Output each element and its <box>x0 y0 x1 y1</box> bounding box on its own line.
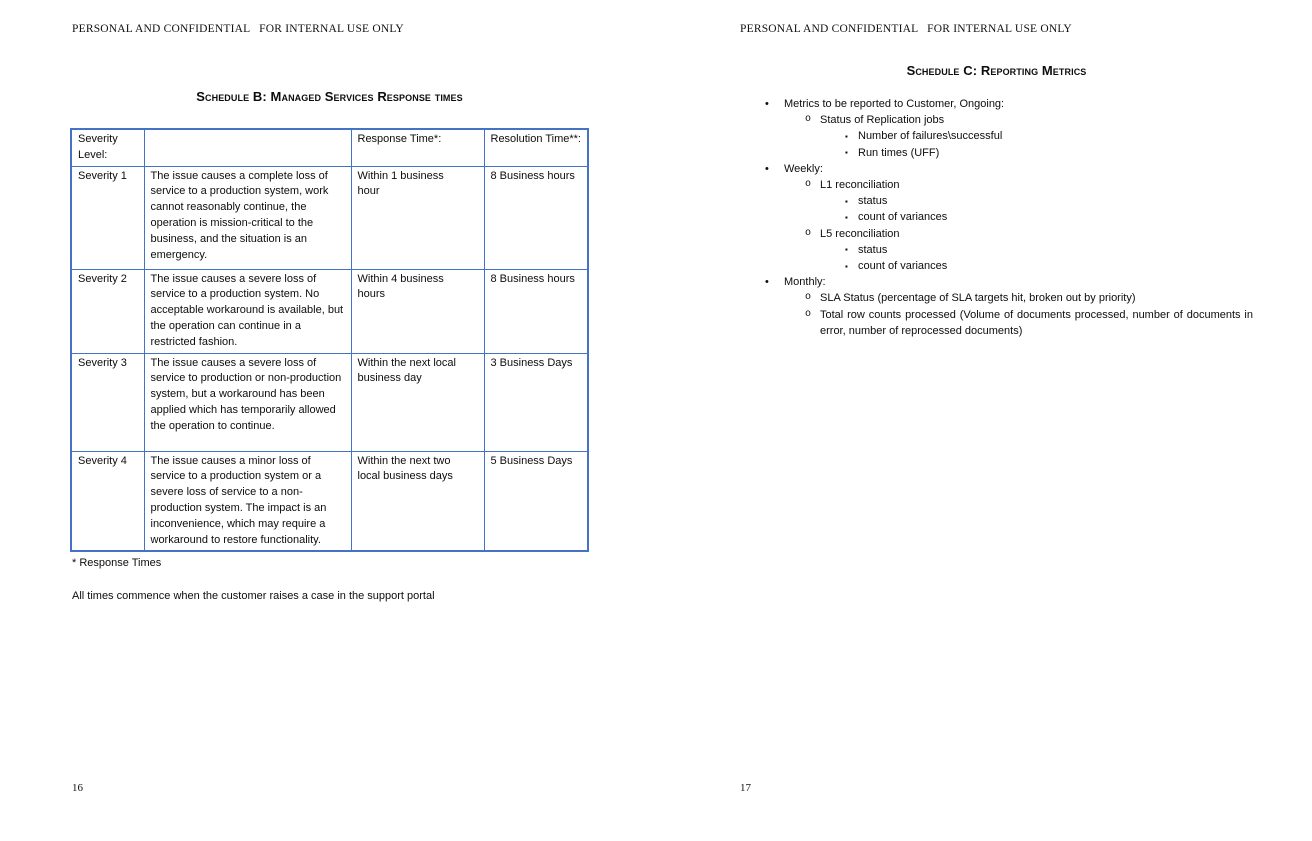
response-time-cell <box>351 451 484 551</box>
response-time-text: Within the next local business day <box>357 356 456 385</box>
response-time-cell <box>351 166 484 269</box>
list-item <box>740 226 1253 242</box>
square-bullet-icon: ▪ <box>845 245 848 255</box>
disc-bullet-icon: • <box>765 162 769 175</box>
list-item <box>740 145 1253 161</box>
list-item-text: count of variances <box>858 211 948 224</box>
severity-table <box>70 128 589 552</box>
description-cell: The issue causes a severe loss of service to production or non-production system, but a workaround has been applied which has temporarily allowed the operation to continue. <box>144 353 351 451</box>
list-item-text: L5 reconciliation <box>820 227 900 240</box>
reporting-metrics-list <box>740 96 1253 339</box>
resolution-time-cell: 8 Business hours <box>484 166 588 269</box>
table-row <box>71 269 588 353</box>
left-page-header: PERSONAL AND CONFIDENTIAL FOR INTERNAL USE ONLY <box>72 23 404 35</box>
list-item <box>740 307 1253 339</box>
list-item <box>740 242 1253 258</box>
list-item-text: status <box>858 195 888 208</box>
right-page-number: 17 <box>740 782 751 794</box>
list-item <box>740 258 1253 274</box>
disc-bullet-icon: • <box>765 276 769 289</box>
description-cell: The issue causes a complete loss of service to a production system, work cannot reasonably continue, the operation is mission-critical to the business, and the situation is an emergency. <box>144 166 351 269</box>
left-page-number: 16 <box>72 782 83 794</box>
list-item-text: count of variances <box>858 260 948 273</box>
description-cell: The issue causes a minor loss of service to a production system or a severe loss of service to a non-production system. The impact is an inconvenience, which may require a workaround to restore functionality. <box>144 451 351 551</box>
resolution-time-cell: 8 Business hours <box>484 269 588 353</box>
header-severity-level: Severity Level: <box>71 129 144 166</box>
square-bullet-icon: ▪ <box>845 261 848 271</box>
list-item-text: Metrics to be reported to Customer, Ongoing: <box>784 98 1005 110</box>
header-resolution-time: Resolution Time**: <box>484 129 588 166</box>
list-item-text: Run times (UFF) <box>858 146 940 159</box>
square-bullet-icon: ▪ <box>845 131 848 141</box>
list-item <box>740 161 1253 177</box>
severity-level-cell: Severity 4 <box>71 451 144 551</box>
response-time-cell <box>351 353 484 451</box>
list-item <box>740 112 1253 128</box>
circle-bullet-icon: o <box>805 114 812 126</box>
circle-bullet-icon: o <box>805 227 812 239</box>
table-row <box>71 166 588 269</box>
response-times-footnote-body: All times commence when the customer raises a case in the support portal <box>72 590 435 602</box>
list-item-text: SLA Status (percentage of SLA targets hit, broken out by priority) <box>820 292 1136 305</box>
disc-bullet-icon: • <box>765 98 769 110</box>
table-header-row <box>71 129 588 166</box>
list-item-text: L1 reconciliation <box>820 179 900 192</box>
header-description <box>144 129 351 166</box>
table-row <box>71 451 588 551</box>
list-item-text: status <box>858 243 888 256</box>
resolution-time-cell: 3 Business Days <box>484 353 588 451</box>
list-item-text: Status of Replication jobs <box>820 114 945 127</box>
resolution-time-cell: 5 Business Days <box>484 451 588 551</box>
list-item <box>740 290 1253 306</box>
list-item <box>740 177 1253 193</box>
list-item <box>740 96 1253 112</box>
list-item <box>740 274 1253 290</box>
square-bullet-icon: ▪ <box>845 148 848 158</box>
list-item-text: Monthly: <box>784 276 826 289</box>
schedule-b-title: Schedule B: Managed Services Response times <box>196 89 463 104</box>
square-bullet-icon: ▪ <box>845 196 848 206</box>
list-item <box>740 209 1253 225</box>
list-item-text: Number of failures\successful <box>858 130 1003 143</box>
right-page-header: PERSONAL AND CONFIDENTIAL FOR INTERNAL USE ONLY <box>740 23 1072 35</box>
circle-bullet-icon: o <box>805 292 812 304</box>
circle-bullet-icon: o <box>805 308 812 320</box>
table-row <box>71 353 588 451</box>
response-time-text: Within the next two local business days <box>357 454 453 483</box>
square-bullet-icon: ▪ <box>845 212 848 222</box>
severity-level-cell: Severity 3 <box>71 353 144 451</box>
list-item-text: Weekly: <box>784 162 823 175</box>
response-time-cell <box>351 269 484 353</box>
response-time-text: Within 1 business hour <box>357 169 444 198</box>
list-item <box>740 128 1253 144</box>
response-time-text: Within 4 business hours <box>357 272 444 301</box>
header-response-time: Response Time*: <box>351 129 484 166</box>
description-cell: The issue causes a severe loss of service to a production system. No acceptable workaround is available, but the operation can continue in a restricted fashion. <box>144 269 351 353</box>
list-item <box>740 193 1253 209</box>
response-times-footnote-heading: * Response Times <box>72 557 162 569</box>
severity-level-cell: Severity 1 <box>71 166 144 269</box>
severity-level-cell: Severity 2 <box>71 269 144 353</box>
circle-bullet-icon: o <box>805 179 812 191</box>
list-item-text: Total row counts processed (Volume of documents processed, number of documents in error, number of reprocessed documents) <box>820 308 1253 337</box>
schedule-c-title: Schedule C: Reporting Metrics <box>906 63 1087 78</box>
